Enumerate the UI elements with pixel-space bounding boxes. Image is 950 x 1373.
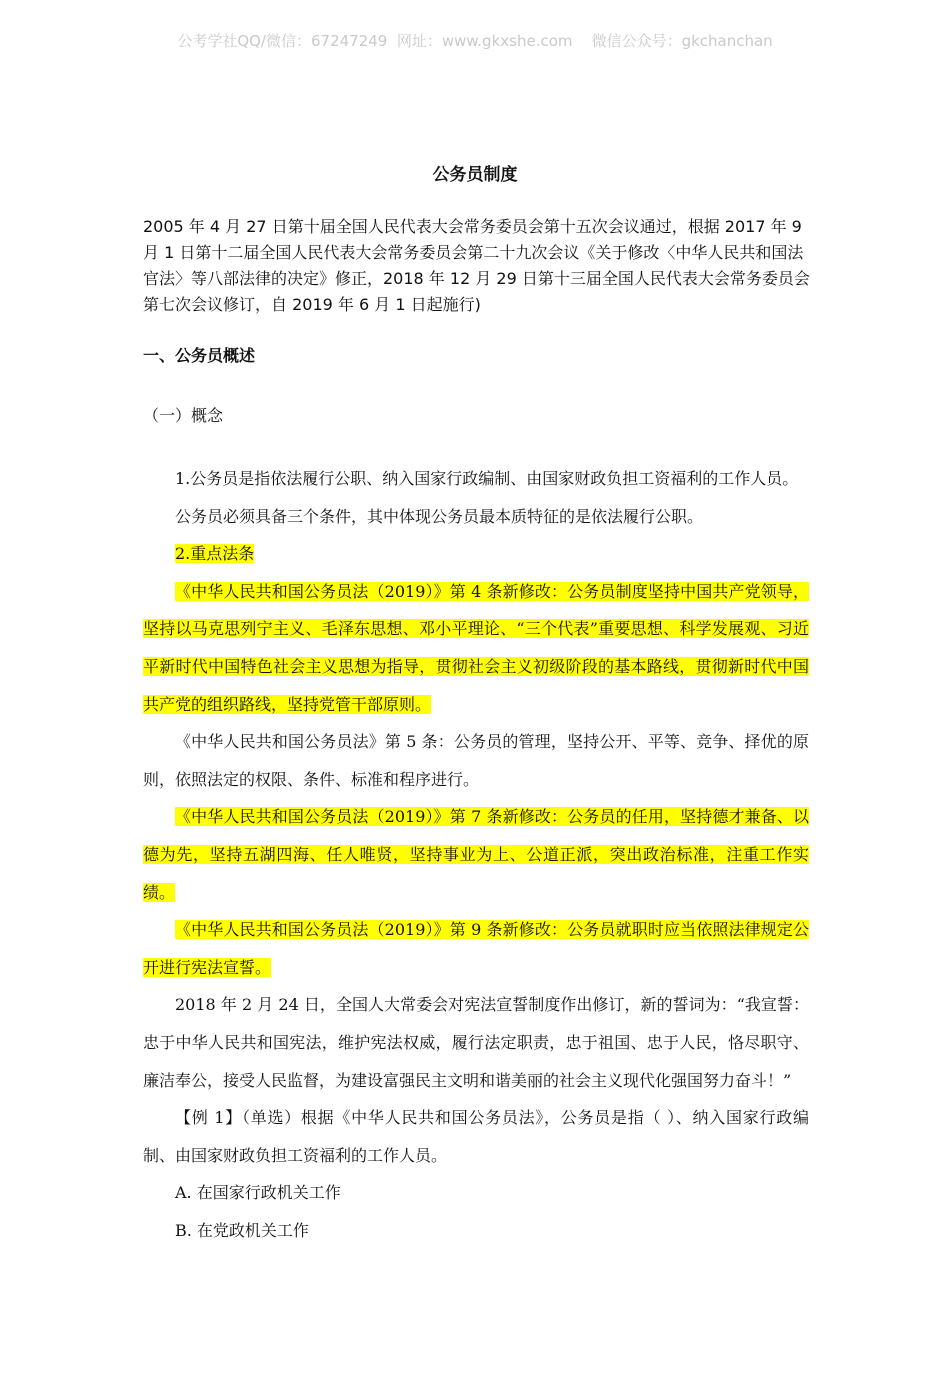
paragraph-key-articles-heading [143, 535, 809, 573]
highlight: 《中华人民共和国公务员法（2019）》第 9 条新修改：公务员就职时应当依照法律规定公开进行宪法宣誓。 [143, 920, 809, 977]
highlight: 《中华人民共和国公务员法（2019）》第 4 条新修改：公务员制度坚持中国共产党领导，坚持以马克思列宁主义、毛泽东思想、邓小平理论、“三个代表”重要思想、科学发展观、习近平新时代中国特色社会主义思想为指导，贯彻社会主义初级阶段的基本路线，贯彻新时代中国共产党的组织路线，坚持党管干部原则。 [143, 581, 809, 714]
paragraph-conditions: 公务员必须具备三个条件，其中体现公务员最本质特征的是依法履行公职。 [175, 506, 704, 526]
paragraph-article-7 [143, 798, 809, 911]
watermark: 公考学社QQ/微信：67247249 网址：www.gkxshe.com 微信公众号：gkchanchan [177, 32, 773, 50]
section-heading: 一、公务员概述 [143, 346, 256, 365]
intro-paragraph: 2005 年 4 月 27 日第十届全国人民代表大会常务委员会第十五次会议通过，根据 2017 年 9 月 1 日第十二届全国人民代表大会常务委员会第二十九次会议《关于修改〈中华人民共和国法官法〉等八部法律的决定》修正，2018 年 12 月 29 日第十三届全国人民代表大会常务委员会第七次会议修订，自 2019 年 6 月 1 日起施行) [143, 217, 810, 314]
option-a: A. 在国家行政机关工作 [175, 1183, 341, 1203]
page-title: 公务员制度 [432, 165, 518, 185]
paragraph-oath: 2018 年 2 月 24 日，全国人大常委会对宪法宣誓制度作出修订，新的誓词为：“我宣誓：忠于中华人民共和国宪法，维护宪法权威，履行法定职责，忠于祖国、忠于人民，恪尽职守、廉洁奉公，接受人民监督，为建设富强民主文明和谐美丽的社会主义现代化强国努力奋斗！” [143, 995, 809, 1090]
highlight: 《中华人民共和国公务员法（2019）》第 7 条新修改：公务员的任用，坚持德才兼备、以德为先，坚持五湖四海、任人唯贤，坚持事业为上、公道正派，突出政治标准，注重工作实绩。 [143, 807, 809, 902]
option-b: B. 在党政机关工作 [175, 1220, 309, 1240]
paragraph-article-4 [143, 573, 809, 723]
paragraph-definition: 1.公务员是指依法履行公职、纳入国家行政编制、由国家财政负担工资福利的工作人员。 [175, 469, 799, 488]
body-text [143, 460, 809, 1249]
paragraph-example-question: 【例 1】（单选）根据《中华人民共和国公务员法》，公务员是指（ ）、纳入国家行政编制、由国家财政负担工资福利的工作人员。 [143, 1108, 809, 1165]
paragraph-article-5: 《中华人民共和国公务员法》第 5 条：公务员的管理，坚持公开、平等、竞争、择优的原则，依照法定的权限、条件、标准和程序进行。 [143, 732, 809, 789]
paragraph-article-9 [143, 911, 809, 986]
highlight: 2.重点法条 [175, 544, 255, 564]
subsection-heading: （一）概念 [143, 406, 224, 425]
